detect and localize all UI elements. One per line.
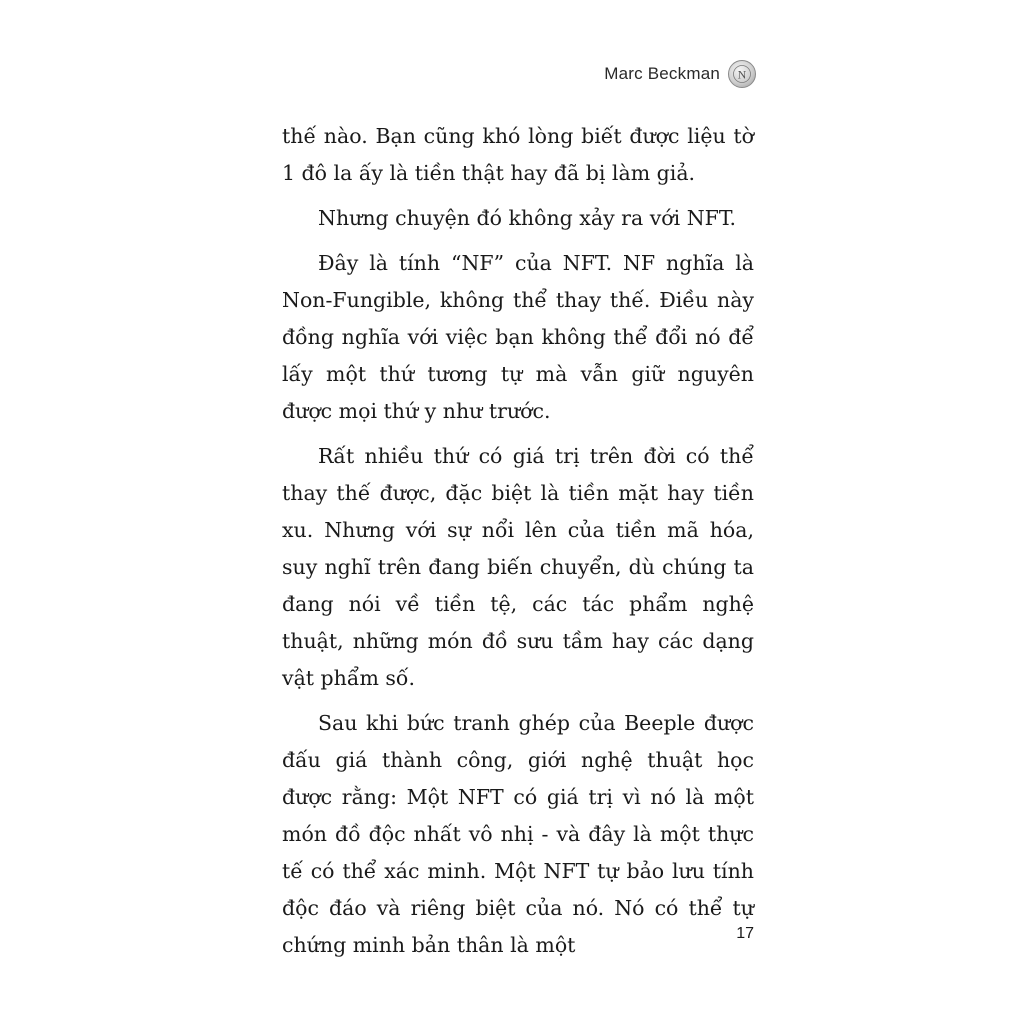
badge-letter: N [737, 67, 747, 82]
running-header [604, 60, 756, 88]
publisher-badge-icon [728, 60, 756, 88]
author-name: Marc Beckman [604, 64, 720, 83]
paragraph-continuation: thế nào. Bạn cũng khó lòng biết được liệu tờ 1 đô la ấy là tiền thật hay đã bị làm giả. [282, 124, 754, 185]
badge-emblem-icon [732, 64, 752, 84]
paragraph: Sau khi bức tranh ghép của Beeple được đấu giá thành công, giới nghệ thuật học được rằng: Một NFT có giá trị vì nó là một món đồ độc nhất vô nhị - và đây là một thực tế có thể xác minh. Một NFT tự bảo lưu tính độc đáo và riêng biệt của nó. Nó có thể tự chứng minh bản thân là một [282, 711, 754, 957]
paragraph: Đây là tính “NF” của NFT. NF nghĩa là Non-Fungible, không thể thay thế. Điều này đồng nghĩa với việc bạn không thể đổi nó để lấy một thứ tương tự mà vẫn giữ nguyên được mọi thứ y như trước. [282, 251, 754, 423]
paragraph: Rất nhiều thứ có giá trị trên đời có thể thay thế được, đặc biệt là tiền mặt hay tiền xu. Nhưng với sự nổi lên của tiền mã hóa, suy nghĩ trên đang biến chuyển, dù chúng ta đang nói về tiền tệ, các tác phẩm nghệ thuật, những món đồ sưu tầm hay các dạng vật phẩm số. [282, 444, 754, 690]
paragraph: Nhưng chuyện đó không xảy ra với NFT. [318, 206, 737, 230]
body-text [282, 118, 754, 972]
page-number: 17 [736, 925, 754, 942]
